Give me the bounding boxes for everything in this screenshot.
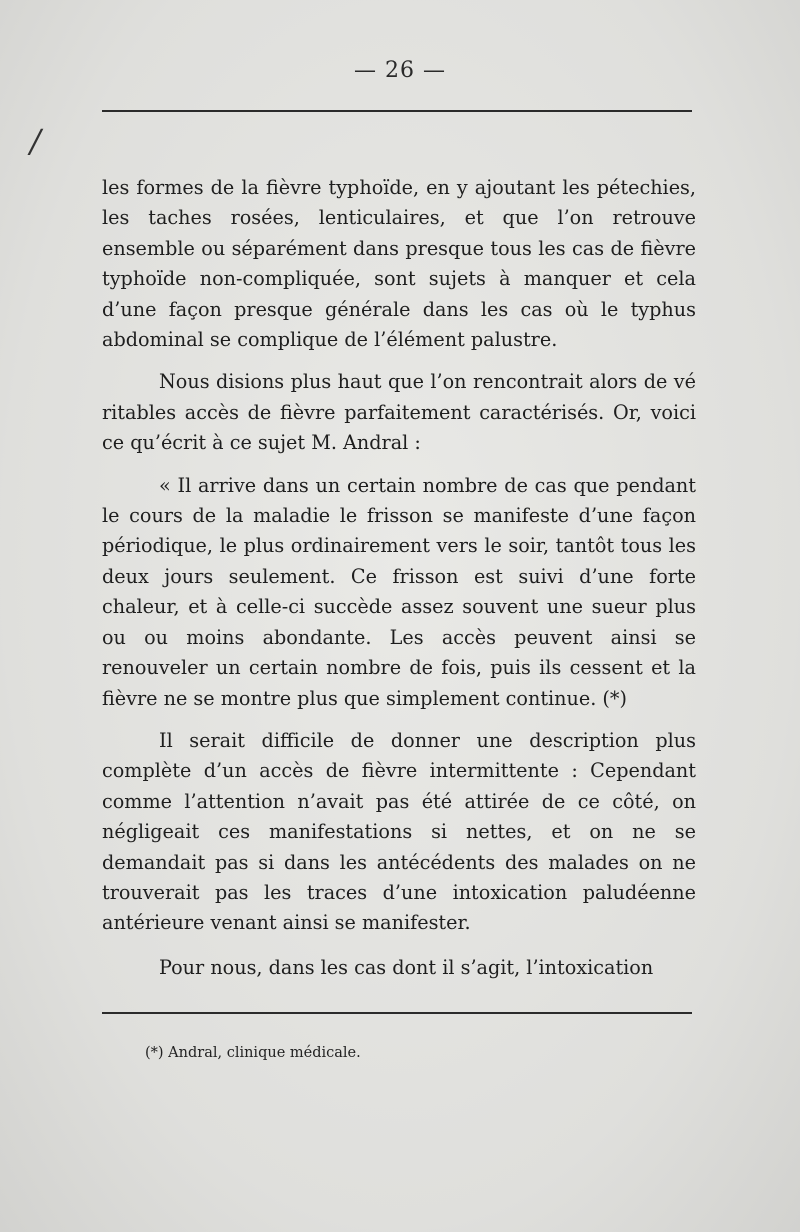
footnote: (*) Andral, clinique médicale. [145,1045,361,1061]
header-rule [102,110,692,112]
paragraph: Il serait difficile de donner une description plus complète d’un accès de fièvre intermittente : Cependant comme l’attention n’avait pas été attirée de ce côté, on négligeait ces manifestations si nettes, et on ne se demandait pas si dans les antécédents des malades on ne trouverait pas les traces d’une intoxication paludéenne antérieure venant ainsi se manifester. [102,728,696,935]
margin-pencil-mark: / [30,122,41,160]
paragraph-continuation: les formes de la fièvre typhoïde, en y ajoutant les pétechies, les taches rosées, lenticulaires, et que l’on retrouve ensemble ou séparément dans presque tous les cas de fièvre typhoïde non-compliquée, sont sujets à manquer et cela d’une façon presque générale dans les cas où le typhus abdominal se complique de l’élément palustre. [102,176,696,352]
paragraph: Nous disions plus haut que l’on rencontrait alors de vé ritables accès de fièvre parfaitement caractérisés. Or, voici ce qu’écrit à ce sujet M. Andral : [102,370,696,455]
quotation-paragraph: « Il arrive dans un certain nombre de cas que pendant le cours de la maladie le frisson se manifeste d’une façon périodique, le plus ordinairement vers le soir, tantôt tous les deux jours seulement. Ce frisson est suivi d’une forte chaleur, et à celle-ci succède assez souvent une sueur plus ou ou moins abondante. Les accès peuvent ainsi se renouveler un certain nombre de fois, puis ils cessent et la fièvre ne se montre plus que simplement continue. (*) [102,473,696,710]
paragraph-start: Pour nous, dans les cas dont il s’agit, l’intoxication [159,955,654,979]
page-number: — 26 — [354,58,446,83]
footnote-rule [102,1012,692,1014]
body-text [102,173,696,983]
